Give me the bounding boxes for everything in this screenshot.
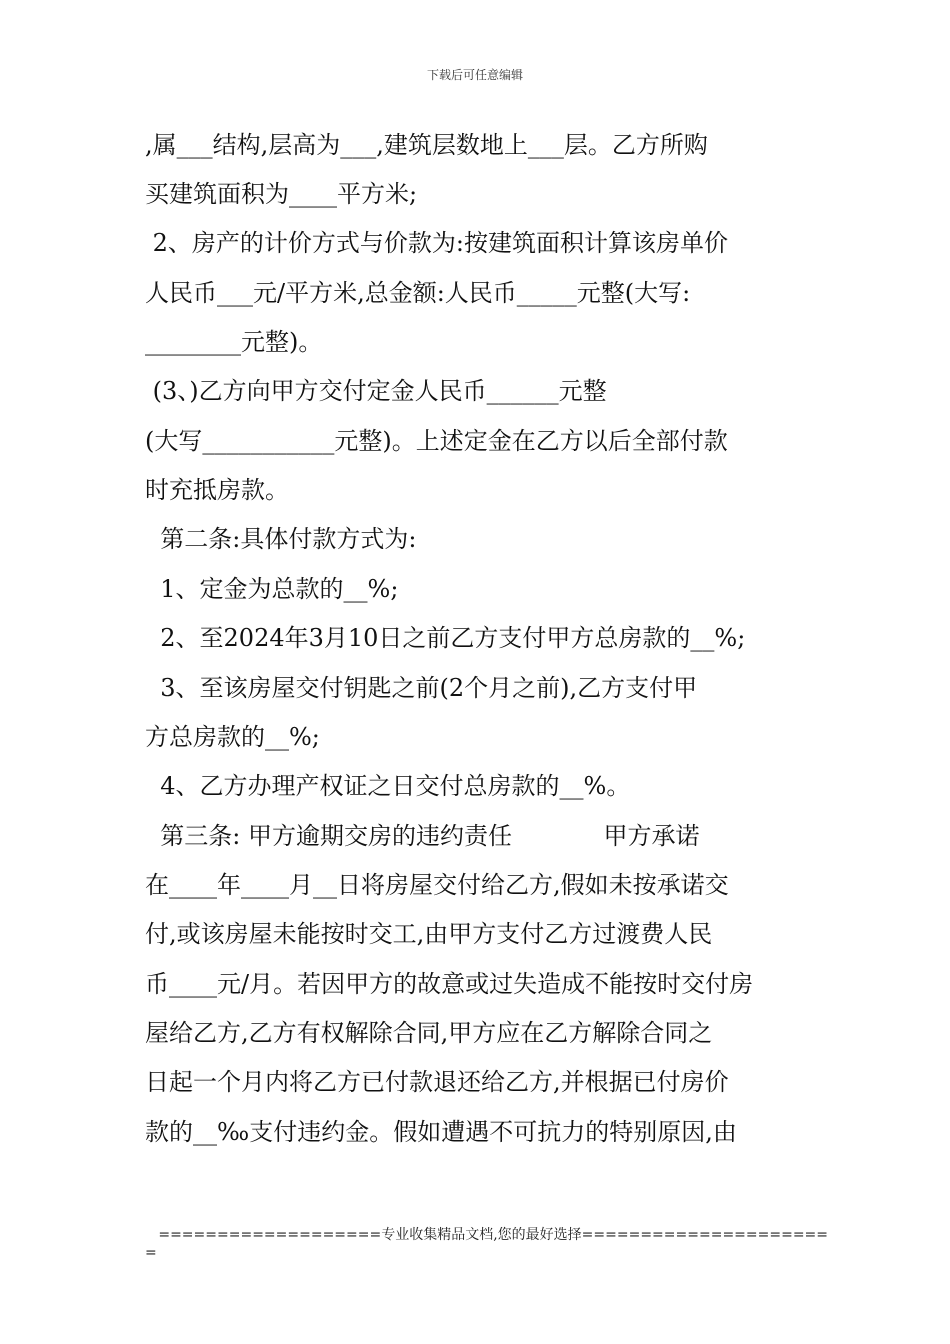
text-line: 1、定金为总款的__%; — [145, 575, 399, 603]
page-footer — [145, 1226, 829, 1262]
footer-line-1: ===================专业收集精品文档,您的最好选择===================== — [145, 1227, 829, 1243]
text-line: 方总房款的__%; — [145, 723, 320, 751]
text-line: ,属___结构,层高为___,建筑层数地上___层。乙方所购 — [145, 131, 708, 159]
text-line: 在____年____月__日将房屋交付给乙方,假如未按承诺交 — [145, 871, 729, 899]
text-line: 4、乙方办理产权证之日交付总房款的__%。 — [145, 772, 631, 800]
text-line: 3、至该房屋交付钥匙之前(2个月之前),乙方支付甲 — [145, 674, 698, 702]
text-line: (大写___________元整)。上述定金在乙方以后全部付款 — [145, 427, 728, 455]
text-line: 日起一个月内将乙方已付款退还给乙方,并根据已付房价 — [145, 1068, 729, 1096]
text-line: 2、房产的计价方式与价款为:按建筑面积计算该房单价 — [145, 229, 728, 257]
text-line: 第二条:具体付款方式为: — [145, 525, 417, 553]
text-line: 币____元/月。若因甲方的故意或过失造成不能按时交付房 — [145, 970, 754, 998]
page-header-note: 下载后可任意编辑 — [426, 68, 523, 82]
text-line: 付,或该房屋未能按时交工,由甲方支付乙方过渡费人民 — [145, 920, 713, 948]
text-line: ________元整)。 — [145, 328, 323, 356]
footer-line-2: = — [145, 1245, 157, 1261]
text-line: 款的__‰支付违约金。假如遭遇不可抗力的特别原因,由 — [145, 1118, 737, 1146]
text-line: 买建筑面积为____平方米; — [145, 180, 418, 208]
text-line: 屋给乙方,乙方有权解除合同,甲方应在乙方解除合同之 — [145, 1019, 713, 1047]
text-line: 人民币___元/平方米,总金额:人民币_____元整(大写: — [145, 279, 691, 307]
text-line: 时充抵房款。 — [145, 476, 289, 504]
text-line: 第三条: 甲方逾期交房的违约责任 甲方承诺 — [145, 822, 700, 850]
text-line: 2、至2024年3月10日之前乙方支付甲方总房款的__%; — [145, 624, 746, 652]
text-line: (3、)乙方向甲方交付定金人民币______元整 — [145, 377, 607, 405]
